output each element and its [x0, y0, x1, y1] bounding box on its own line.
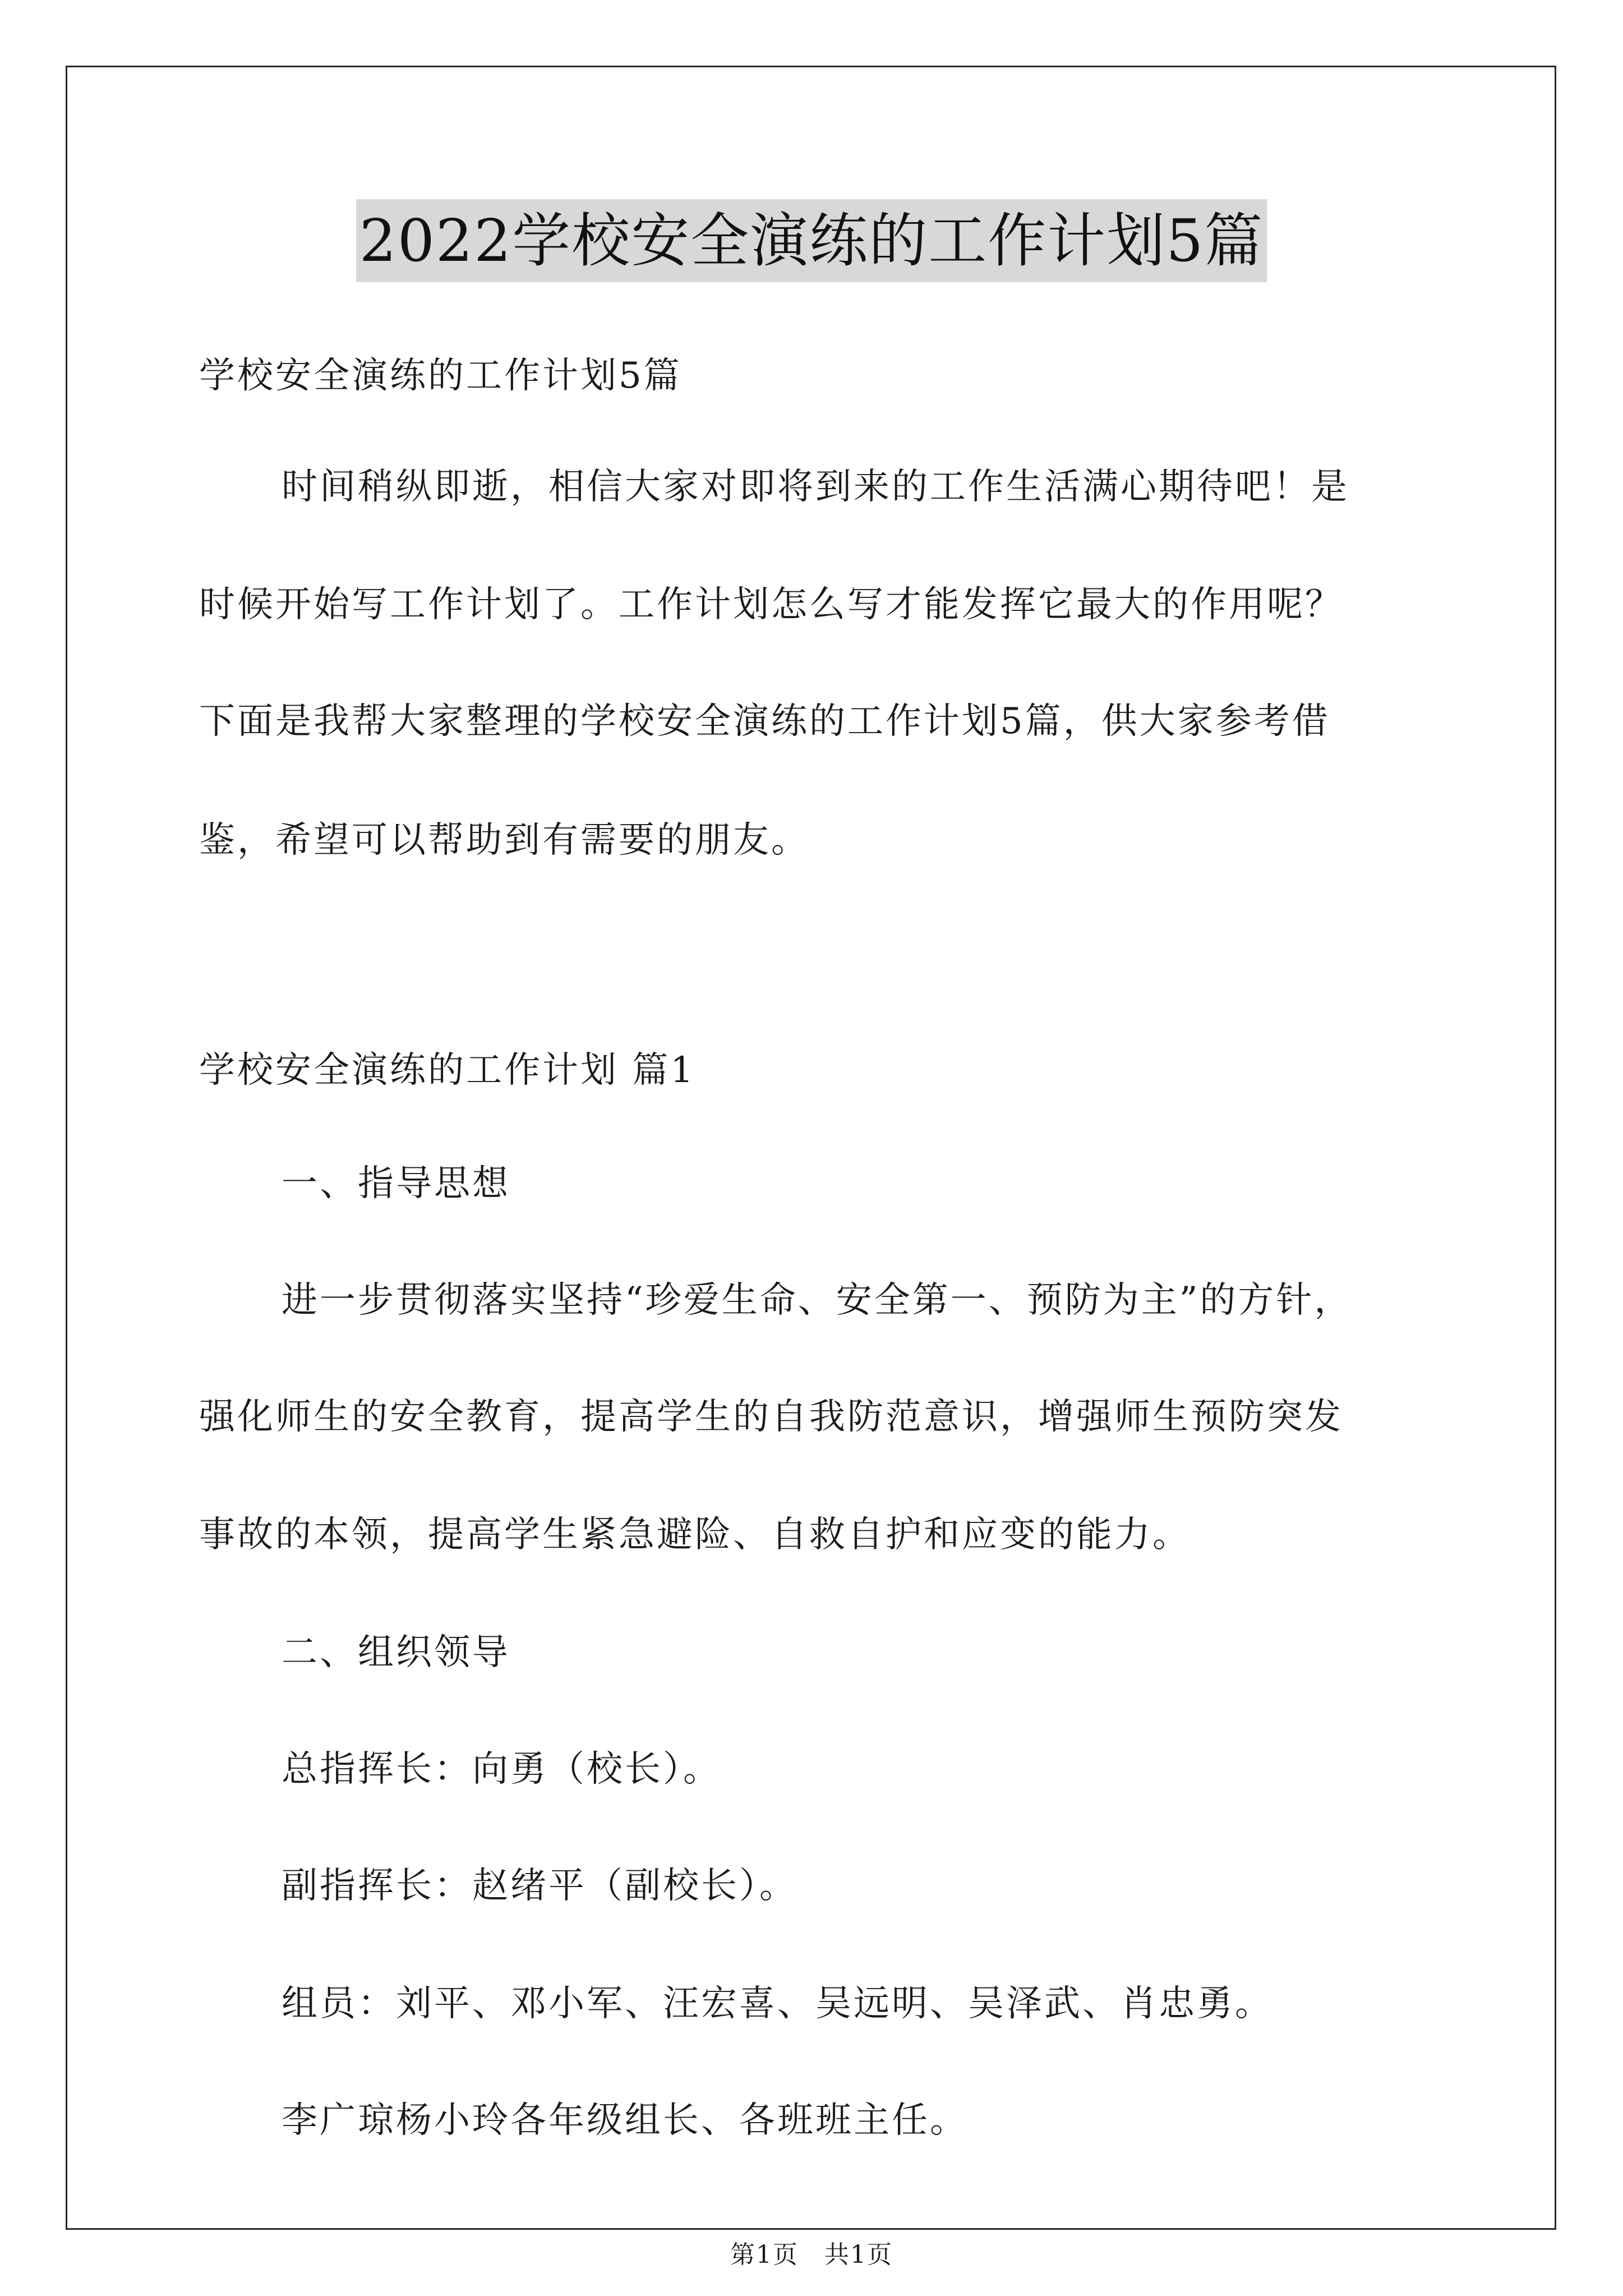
subtitle: 学校安全演练的工作计划5篇	[199, 355, 682, 397]
intro-line-2: 时候开始写工作计划了。工作计划怎么写才能发挥它最大的作用呢？	[199, 584, 1343, 625]
guiding-line-1: 进一步贯彻落实坚持“珍爱生命、安全第一、预防为主”的方针，	[282, 1280, 1353, 1321]
section-title: 学校安全演练的工作计划 篇1	[199, 1050, 696, 1091]
intro-line-1: 时间稍纵即逝，相信大家对即将到来的工作生活满心期待吧！是	[282, 466, 1349, 508]
guiding-line-3: 事故的本领，提高学生紧急避险、自救自护和应变的能力。	[199, 1514, 1191, 1556]
intro-line-3: 下面是我帮大家整理的学校安全演练的工作计划5篇，供大家参考借	[199, 701, 1330, 742]
document-title: 2022学校安全演练的工作计划5篇	[356, 199, 1267, 282]
org-line-deputy: 副指挥长：赵绪平（副校长）。	[282, 1865, 797, 1907]
intro-line-4: 鉴，希望可以帮助到有需要的朋友。	[199, 820, 809, 861]
guiding-line-2: 强化师生的安全教育，提高学生的自我防范意识，增强师生预防突发	[199, 1396, 1343, 1438]
heading-organization: 二、组织领导	[282, 1632, 510, 1673]
org-line-others: 李广琼杨小玲各年级组长、各班班主任。	[282, 2100, 968, 2141]
page-footer: 第1页 共1页	[730, 2240, 893, 2269]
heading-guiding-ideology: 一、指导思想	[282, 1163, 510, 1204]
title-container	[0, 199, 1623, 282]
org-line-commander: 总指挥长：向勇（校长）。	[282, 1749, 721, 1790]
org-line-members: 组员：刘平、邓小军、汪宏喜、吴远明、吴泽武、肖忠勇。	[282, 1983, 1273, 2024]
